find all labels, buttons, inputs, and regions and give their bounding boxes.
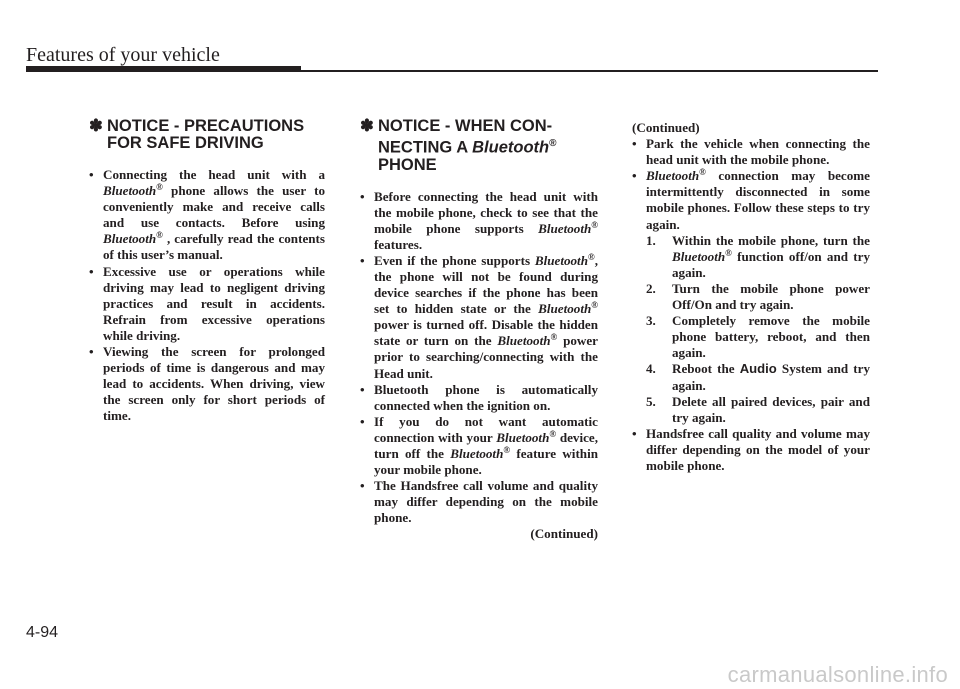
header-rule-thin	[26, 70, 878, 72]
connecting-notes-list	[360, 189, 598, 527]
column-2	[360, 118, 598, 543]
precautions-list	[89, 167, 325, 425]
list-item: • Park the vehicle when connecting the head unit with the mobile phone.	[632, 136, 870, 168]
list-item: • Viewing the screen for prolonged periods of time is dangerous and may lead to accidents. When driving, view the screen only for short periods of time.	[89, 344, 325, 424]
notice-heading-line1: NOTICE - WHEN CON-	[378, 117, 553, 135]
list-item: • The Handsfree call volume and quality may differ depending on the mobile phone.	[360, 478, 598, 526]
list-item: • If you do not want automatic connection with your Bluetooth® device, turn off the Bluetooth® feature within your mobile phone.	[360, 414, 598, 478]
list-item: • Bluetooth® connection may become intermittently disconnected in some mobile phones. Follow these steps to try again. 1. Within the mobile phone, turn the Bluetooth® function off/on and try again. 2. Turn the mobile phone power Off/On and try again. 3. Completely remove the mobile phone battery, reboot, and then again. 4. Reboot the Audio System and try again. 5. Delete all paired devices, pair and try again.	[632, 168, 870, 426]
notice-heading-safe-driving	[89, 118, 325, 152]
step-item: 3. Completely remove the mobile phone battery, reboot, and then again.	[646, 313, 870, 361]
connection-tips-list	[632, 136, 870, 474]
notice-heading-line3: PHONE	[378, 155, 437, 174]
page-number: 4-94	[26, 624, 59, 641]
notice-heading-connecting-bluetooth	[360, 118, 598, 174]
notice-heading-line1: NOTICE - PRECAUTIONS	[107, 117, 305, 135]
step-item: 4. Reboot the Audio System and try again.	[646, 361, 870, 393]
step-item: 1. Within the mobile phone, turn the Bluetooth® function off/on and try again.	[646, 232, 870, 280]
step-item: 2. Turn the mobile phone power Off/On and try again.	[646, 280, 870, 313]
column-3	[632, 120, 870, 474]
continued-label: (Continued)	[632, 120, 700, 135]
retry-steps	[646, 233, 870, 426]
notice-asterisk-icon: ✽	[360, 117, 374, 135]
list-item: • Before connecting the head unit with the mobile phone, check to see that the mobile phone supports Bluetooth® features.	[360, 189, 598, 253]
list-item: • Excessive use or operations while driving may lead to negligent driving practices and result in accidents. Refrain from excessive operations while driving.	[89, 264, 325, 344]
notice-heading-line2: NECTING A Bluetooth®	[378, 138, 557, 157]
list-item: • Connecting the head unit with a Bluetooth® phone allows the user to conveniently make and receive calls and use contacts. Before using Bluetooth® , carefully read the contents of this user’s manual.	[89, 167, 325, 264]
continued-label: (Continued)	[530, 526, 598, 542]
step-item: 5. Delete all paired devices, pair and try again.	[646, 393, 870, 425]
list-item: • Bluetooth phone is automatically connected when the ignition on.	[360, 382, 598, 414]
notice-heading-line2: FOR SAFE DRIVING	[107, 134, 264, 152]
list-item: • Handsfree call quality and volume may differ depending on the model of your mobile phone.	[632, 426, 870, 474]
notice-asterisk-icon: ✽	[89, 117, 103, 135]
list-item: • Even if the phone supports Bluetooth®, the phone will not be found during device searches if the phone has been set to hidden state or the Bluetooth® power is turned off. Disable the hidden state or turn on the Bluetooth® power prior to searching/connecting with the Head unit.	[360, 253, 598, 382]
column-1	[89, 118, 325, 425]
watermark-text: carmanualsonline.info	[727, 662, 948, 687]
page-header-title: Features of your vehicle	[26, 44, 220, 66]
